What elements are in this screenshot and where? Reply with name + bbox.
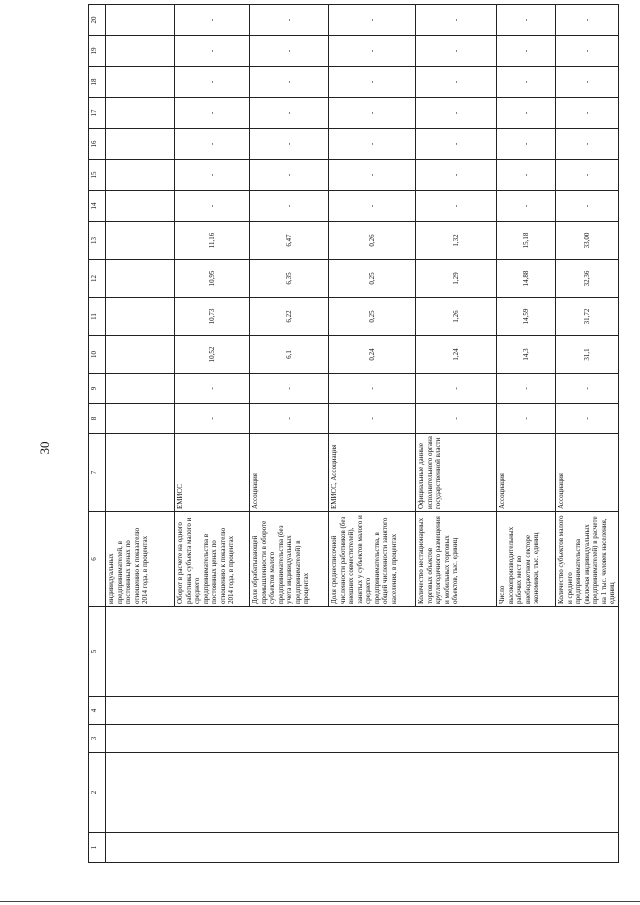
value-cell: 10,73 <box>175 298 250 336</box>
header-cell: 6 <box>89 512 106 607</box>
value-cell: - <box>329 374 416 404</box>
header-cell: 15 <box>89 160 106 191</box>
value-cell: - <box>497 5 556 36</box>
value-cell: - <box>329 5 416 36</box>
value-cell: - <box>250 98 329 129</box>
page-number: 30 <box>37 441 52 455</box>
header-cell: 16 <box>89 129 106 160</box>
value-cell: - <box>556 67 619 98</box>
value-cell <box>106 336 175 374</box>
header-cell: 18 <box>89 67 106 98</box>
value-cell <box>106 160 175 191</box>
value-cell <box>106 129 175 160</box>
value-cell: 10,95 <box>175 260 250 298</box>
value-cell: 0,25 <box>329 260 416 298</box>
indicator-cell: Доля обрабатывающей промышленности в обороте субъектов малого предпринимательства (без учета индивидуальных предпринимателей) в процентах <box>250 512 329 607</box>
value-cell <box>106 260 175 298</box>
value-cell: - <box>175 374 250 404</box>
value-cell: - <box>556 98 619 129</box>
value-cell <box>106 374 175 404</box>
value-cell: 0,25 <box>329 298 416 336</box>
rotated-page <box>88 15 614 863</box>
value-cell: - <box>329 129 416 160</box>
value-cell: 6,1 <box>250 336 329 374</box>
header-cell: 19 <box>89 36 106 67</box>
header-cell: 12 <box>89 260 106 298</box>
indicator-cell: Оборот в расчете на одного работника субъекта малого и среднего предпринимательства в постоянных ценах по отношению к показателю 2014 года, в процентах <box>175 512 250 607</box>
value-cell: 32,36 <box>556 260 619 298</box>
value-cell: - <box>175 98 250 129</box>
value-cell: - <box>416 5 497 36</box>
value-cell: 10,52 <box>175 336 250 374</box>
value-cell: 14,3 <box>497 336 556 374</box>
value-cell: - <box>497 191 556 222</box>
value-cell: - <box>497 374 556 404</box>
value-cell: 33,00 <box>556 222 619 260</box>
header-cell: 8 <box>89 404 106 434</box>
value-cell: 14,88 <box>497 260 556 298</box>
value-cell: - <box>416 98 497 129</box>
header-row <box>89 5 106 863</box>
value-cell: - <box>556 404 619 434</box>
value-cell: 1,24 <box>416 336 497 374</box>
indicator-cell: Число высокопроизводительных рабочих мест во внебюджетном секторе экономики, тыс. единиц <box>497 512 556 607</box>
header-cell: 9 <box>89 374 106 404</box>
header-cell: 5 <box>89 607 106 697</box>
header-cell: 10 <box>89 336 106 374</box>
indicator-cell: индивидуальных предпринимателей, в постоянных ценах по отношению к показателю 2014 года, в процентах <box>106 512 175 607</box>
value-cell: 6,22 <box>250 298 329 336</box>
value-cell <box>106 5 175 36</box>
value-cell: - <box>416 67 497 98</box>
source-cell <box>106 434 175 512</box>
value-cell: - <box>497 404 556 434</box>
value-cell: 1,29 <box>416 260 497 298</box>
page-bottom-rule <box>0 901 640 902</box>
value-cell <box>106 67 175 98</box>
value-cell: - <box>497 129 556 160</box>
value-cell: - <box>556 36 619 67</box>
header-cell: 2 <box>89 753 106 833</box>
value-cell: - <box>329 191 416 222</box>
value-cell: - <box>250 374 329 404</box>
header-cell: 1 <box>89 833 106 863</box>
value-cell: - <box>175 191 250 222</box>
value-cell <box>106 36 175 67</box>
source-cell: ЕМИСС <box>175 434 250 512</box>
header-cell: 14 <box>89 191 106 222</box>
value-cell <box>106 98 175 129</box>
value-cell: - <box>556 160 619 191</box>
value-cell: - <box>175 5 250 36</box>
value-cell: 0,26 <box>329 222 416 260</box>
col2-merged-cell <box>106 753 619 833</box>
value-cell: 31,1 <box>556 336 619 374</box>
header-cell: 3 <box>89 725 106 753</box>
value-cell: - <box>250 36 329 67</box>
value-cell: - <box>329 36 416 67</box>
value-cell: - <box>497 67 556 98</box>
value-cell: - <box>250 404 329 434</box>
value-cell: - <box>175 404 250 434</box>
value-cell <box>106 298 175 336</box>
indicator-cell: Количество нестационарных торговых объектов круглогодичного размещения и мобильных торговых объектов, тыс. единиц <box>416 512 497 607</box>
value-cell: 6,35 <box>250 260 329 298</box>
value-cell: - <box>250 191 329 222</box>
value-cell: 14,59 <box>497 298 556 336</box>
value-cell: - <box>175 36 250 67</box>
value-cell: - <box>175 67 250 98</box>
value-cell: 6,47 <box>250 222 329 260</box>
value-cell: - <box>329 98 416 129</box>
value-cell: - <box>497 160 556 191</box>
value-cell: 0,24 <box>329 336 416 374</box>
value-cell: 1,32 <box>416 222 497 260</box>
value-cell: 15,18 <box>497 222 556 260</box>
value-cell: 31,72 <box>556 298 619 336</box>
value-cell: - <box>556 5 619 36</box>
table-row <box>106 5 175 863</box>
value-cell: - <box>250 67 329 98</box>
col4-merged-cell <box>106 697 619 725</box>
value-cell <box>106 222 175 260</box>
value-cell: - <box>497 36 556 67</box>
header-cell: 11 <box>89 298 106 336</box>
value-cell <box>106 404 175 434</box>
col1-merged-cell <box>106 833 619 863</box>
col5-merged-cell <box>106 607 619 697</box>
source-cell: Ассоциация <box>556 434 619 512</box>
source-cell: Официальные данные исполнительного органа государственной власти <box>416 434 497 512</box>
value-cell: 1,26 <box>416 298 497 336</box>
indicator-cell: Доля среднесписочной численности работников (без внешних совместителей), занятых у субъектов малого и среднего предпринимательства, в общей численности занятого населения, в процентах <box>329 512 416 607</box>
value-cell: - <box>556 129 619 160</box>
indicator-cell: Количество субъектов малого и среднего предпринимательства (включая индивидуальных предпринимателей) в расчете на 1 тыс. человек населения, единиц <box>556 512 619 607</box>
value-cell: - <box>175 129 250 160</box>
value-cell: - <box>416 374 497 404</box>
header-cell: 17 <box>89 98 106 129</box>
header-cell: 4 <box>89 697 106 725</box>
header-cell: 7 <box>89 434 106 512</box>
value-cell: - <box>416 404 497 434</box>
header-cell: 20 <box>89 5 106 36</box>
value-cell: - <box>329 67 416 98</box>
value-cell: - <box>416 160 497 191</box>
value-cell: 11,16 <box>175 222 250 260</box>
col3-merged-cell <box>106 725 619 753</box>
source-cell: Ассоциация <box>497 434 556 512</box>
value-cell: - <box>416 36 497 67</box>
header-cell: 13 <box>89 222 106 260</box>
value-cell: - <box>250 5 329 36</box>
value-cell: - <box>556 374 619 404</box>
value-cell: - <box>497 98 556 129</box>
value-cell: - <box>175 160 250 191</box>
rotated-table-frame <box>88 15 614 863</box>
value-cell: - <box>250 160 329 191</box>
source-cell: Ассоциация <box>250 434 329 512</box>
source-cell: ЕМИСС, Ассоциация <box>329 434 416 512</box>
value-cell <box>106 191 175 222</box>
value-cell: - <box>250 129 329 160</box>
value-cell: - <box>416 129 497 160</box>
indicator-table <box>88 4 619 863</box>
value-cell: - <box>556 191 619 222</box>
value-cell: - <box>329 160 416 191</box>
value-cell: - <box>329 404 416 434</box>
value-cell: - <box>416 191 497 222</box>
